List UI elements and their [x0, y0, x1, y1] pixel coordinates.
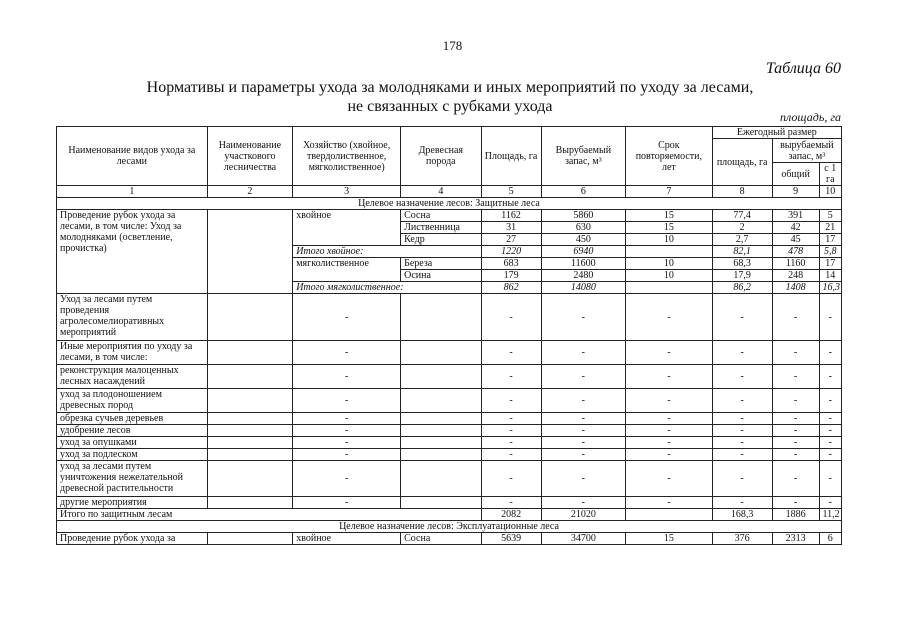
header-area: Площадь, га [481, 127, 541, 186]
dash-cell: - [541, 449, 626, 461]
document-title [130, 78, 770, 116]
grand-total-volume: 21020 [541, 509, 626, 521]
subtotal-volume: 14080 [541, 282, 626, 294]
economy-conifer: хвойное [293, 533, 401, 545]
period-cell: 10 [626, 270, 713, 282]
dash-cell: - [481, 413, 541, 425]
empty-cell [401, 497, 481, 509]
period-cell: 15 [626, 210, 713, 222]
subtotal-annual-total: 1408 [772, 282, 819, 294]
dash-cell: - [626, 497, 713, 509]
dash-cell: - [712, 341, 772, 365]
empty-cell [401, 449, 481, 461]
dash-cell: - [712, 413, 772, 425]
forestry-cell [207, 294, 293, 341]
activity-edges: уход за опушками [57, 437, 208, 449]
subtotal-annual-total: 478 [772, 246, 819, 258]
dash-cell: - [481, 497, 541, 509]
species-cell: Сосна [401, 533, 481, 545]
dash-cell: - [772, 294, 819, 341]
dash-cell: - [541, 413, 626, 425]
grand-total-area: 2082 [481, 509, 541, 521]
forestry-cell [207, 437, 293, 449]
dash-cell: - [293, 449, 401, 461]
activity-thinning: Проведение рубок ухода за лесами, в том числе: Уход за молодняками (осветление, прочистка) [57, 210, 208, 294]
header-annual-total: общий [772, 163, 819, 186]
header-activity: Наименование видов ухода за лесами [57, 127, 208, 186]
annual-total-cell: 45 [772, 234, 819, 246]
section-title-protective: Целевое назначение лесов: Защитные леса [57, 198, 842, 210]
table-label: Таблица 60 [765, 60, 841, 77]
dash-cell: - [541, 497, 626, 509]
grand-total-annual-area: 168,3 [712, 509, 772, 521]
annual-total-cell: 248 [772, 270, 819, 282]
empty-cell [401, 437, 481, 449]
dash-cell: - [819, 449, 841, 461]
subtotal-label: Итого мягколиственное: [293, 282, 481, 294]
volume-cell: 630 [541, 222, 626, 234]
activity-agroforestry: Уход за лесами путем проведения агролесомелиоративных мероприятий [57, 294, 208, 341]
forestry-cell [207, 210, 293, 294]
dash-cell: - [819, 294, 841, 341]
subtotal-area: 1220 [481, 246, 541, 258]
dash-cell: - [772, 413, 819, 425]
dash-cell: - [819, 461, 841, 497]
grand-total-annual-total: 1886 [772, 509, 819, 521]
annual-total-cell: 2313 [772, 533, 819, 545]
dash-cell: - [293, 294, 401, 341]
dash-cell: - [481, 365, 541, 389]
subtotal-area: 862 [481, 282, 541, 294]
subtotal-annual-per-ha: 5,8 [819, 246, 841, 258]
header-species: Древесная порода [401, 127, 481, 186]
dash-cell: - [541, 389, 626, 413]
species-cell: Осина [401, 270, 481, 282]
period-cell: 15 [626, 533, 713, 545]
activity-seed-care: уход за плодоношением древесных пород [57, 389, 208, 413]
dash-cell: - [481, 294, 541, 341]
area-cell: 27 [481, 234, 541, 246]
dash-cell: - [626, 341, 713, 365]
dash-cell: - [481, 437, 541, 449]
column-number: 9 [772, 186, 819, 198]
empty-cell [401, 341, 481, 365]
annual-per-ha-cell: 17 [819, 258, 841, 270]
grand-total-annual-per-ha: 11,2 [819, 509, 841, 521]
dash-cell: - [712, 294, 772, 341]
dash-cell: - [541, 341, 626, 365]
species-cell: Кедр [401, 234, 481, 246]
dash-cell: - [772, 449, 819, 461]
subtotal-annual-per-ha: 16,3 [819, 282, 841, 294]
area-cell: 31 [481, 222, 541, 234]
activity-undesired-removal: уход за лесами путем уничтожения нежелательной древесной растительности [57, 461, 208, 497]
activity-pruning: обрезка сучьев деревьев [57, 413, 208, 425]
dash-cell: - [819, 497, 841, 509]
dash-cell: - [293, 365, 401, 389]
dash-cell: - [541, 365, 626, 389]
empty-cell [401, 425, 481, 437]
dash-cell: - [293, 461, 401, 497]
forestry-cell [207, 449, 293, 461]
dash-cell: - [712, 389, 772, 413]
subtotal-period [626, 282, 713, 294]
annual-area-cell: 376 [712, 533, 772, 545]
page-number: 178 [442, 38, 463, 53]
forestry-cell [207, 461, 293, 497]
activity-other-measures: Иные мероприятия по уходу за лесами, в том числе: [57, 341, 208, 365]
period-cell: 10 [626, 234, 713, 246]
activity-undergrowth: уход за подлеском [57, 449, 208, 461]
dash-cell: - [293, 497, 401, 509]
dash-cell: - [712, 425, 772, 437]
dash-cell: - [541, 425, 626, 437]
activity-other: другие мероприятия [57, 497, 208, 509]
dash-cell: - [541, 461, 626, 497]
annual-per-ha-cell: 17 [819, 234, 841, 246]
volume-cell: 11600 [541, 258, 626, 270]
dash-cell: - [626, 437, 713, 449]
forestry-cell [207, 341, 293, 365]
subtotal-period [626, 246, 713, 258]
annual-per-ha-cell: 5 [819, 210, 841, 222]
column-number: 7 [626, 186, 713, 198]
period-cell: 15 [626, 222, 713, 234]
empty-cell [401, 365, 481, 389]
dash-cell: - [626, 461, 713, 497]
subtotal-label: Итого хвойное: [293, 246, 481, 258]
subtotal-annual-area: 82,1 [712, 246, 772, 258]
dash-cell: - [293, 389, 401, 413]
dash-cell: - [772, 389, 819, 413]
species-cell: Береза [401, 258, 481, 270]
annual-area-cell: 68,3 [712, 258, 772, 270]
dash-cell: - [772, 437, 819, 449]
annual-total-cell: 1160 [772, 258, 819, 270]
column-number: 8 [712, 186, 772, 198]
column-number: 10 [819, 186, 841, 198]
volume-cell: 34700 [541, 533, 626, 545]
dash-cell: - [712, 461, 772, 497]
header-annual: Ежегодный размер [712, 127, 841, 139]
dash-cell: - [481, 425, 541, 437]
period-cell: 10 [626, 258, 713, 270]
dash-cell: - [819, 389, 841, 413]
dash-cell: - [819, 341, 841, 365]
activity-thinning: Проведение рубок ухода за [57, 533, 208, 545]
area-cell: 1162 [481, 210, 541, 222]
dash-cell: - [626, 425, 713, 437]
dash-cell: - [712, 449, 772, 461]
species-cell: Лиственница [401, 222, 481, 234]
dash-cell: - [819, 365, 841, 389]
dash-cell: - [772, 365, 819, 389]
area-cell: 683 [481, 258, 541, 270]
dash-cell: - [772, 497, 819, 509]
title-line-2: не связанных с рубками ухода [347, 98, 553, 115]
annual-total-cell: 391 [772, 210, 819, 222]
column-number: 3 [293, 186, 401, 198]
header-economy: Хозяйство (хвойное, твердолиственное, мягколиственное) [293, 127, 401, 186]
empty-cell [401, 413, 481, 425]
dash-cell: - [481, 389, 541, 413]
economy-softwood: мягколиственное [293, 258, 401, 282]
dash-cell: - [626, 413, 713, 425]
forestry-cell [207, 413, 293, 425]
dash-cell: - [481, 341, 541, 365]
dash-cell: - [626, 389, 713, 413]
header-annual-volume: вырубаемый запас, м³ [772, 139, 841, 163]
annual-area-cell: 77,4 [712, 210, 772, 222]
dash-cell: - [626, 294, 713, 341]
empty-cell [401, 461, 481, 497]
unit-note: площадь, га [780, 110, 841, 124]
header-annual-area: площадь, га [712, 139, 772, 186]
species-cell: Сосна [401, 210, 481, 222]
volume-cell: 2480 [541, 270, 626, 282]
annual-area-cell: 17,9 [712, 270, 772, 282]
dash-cell: - [772, 425, 819, 437]
forestry-cell [207, 425, 293, 437]
column-number: 5 [481, 186, 541, 198]
empty-cell [401, 389, 481, 413]
annual-area-cell: 2 [712, 222, 772, 234]
dash-cell: - [712, 437, 772, 449]
norms-table [56, 126, 842, 545]
activity-fertilizing: удобрение лесов [57, 425, 208, 437]
dash-cell: - [772, 461, 819, 497]
dash-cell: - [481, 449, 541, 461]
grand-total-period [626, 509, 713, 521]
grand-total-label: Итого по защитным лесам [57, 509, 482, 521]
activity-reconstruction: реконструкция малоценных лесных насаждений [57, 365, 208, 389]
dash-cell: - [819, 425, 841, 437]
header-annual-per-ha: с 1 га [819, 163, 841, 186]
dash-cell: - [293, 437, 401, 449]
volume-cell: 450 [541, 234, 626, 246]
column-number: 4 [401, 186, 481, 198]
column-number: 1 [57, 186, 208, 198]
volume-cell: 5860 [541, 210, 626, 222]
column-number: 6 [541, 186, 626, 198]
column-number: 2 [207, 186, 293, 198]
forestry-cell [207, 365, 293, 389]
annual-per-ha-cell: 14 [819, 270, 841, 282]
dash-cell: - [819, 437, 841, 449]
title-line-1: Нормативы и параметры ухода за молодняками и иных мероприятий по уходу за лесами, [146, 79, 754, 96]
dash-cell: - [481, 461, 541, 497]
dash-cell: - [541, 294, 626, 341]
area-cell: 5639 [481, 533, 541, 545]
annual-per-ha-cell: 6 [819, 533, 841, 545]
header-volume: Вырубаемый запас, м³ [541, 127, 626, 186]
annual-area-cell: 2,7 [712, 234, 772, 246]
header-forestry: Наименование участкового лесничества [207, 127, 293, 186]
annual-total-cell: 42 [772, 222, 819, 234]
dash-cell: - [541, 437, 626, 449]
dash-cell: - [293, 341, 401, 365]
economy-conifer: хвойное [293, 210, 401, 246]
subtotal-annual-area: 86,2 [712, 282, 772, 294]
dash-cell [401, 294, 481, 341]
dash-cell: - [293, 413, 401, 425]
dash-cell: - [819, 413, 841, 425]
dash-cell: - [626, 365, 713, 389]
dash-cell: - [772, 341, 819, 365]
dash-cell: - [626, 449, 713, 461]
area-cell: 179 [481, 270, 541, 282]
section-title-exploitation: Целевое назначение лесов: Эксплуатационные леса [57, 521, 842, 533]
dash-cell: - [293, 425, 401, 437]
header-period: Срок повторяемости, лет [626, 127, 713, 186]
dash-cell: - [712, 365, 772, 389]
forestry-cell [207, 533, 293, 545]
forestry-cell [207, 497, 293, 509]
dash-cell: - [712, 497, 772, 509]
subtotal-volume: 6940 [541, 246, 626, 258]
annual-per-ha-cell: 21 [819, 222, 841, 234]
forestry-cell [207, 389, 293, 413]
